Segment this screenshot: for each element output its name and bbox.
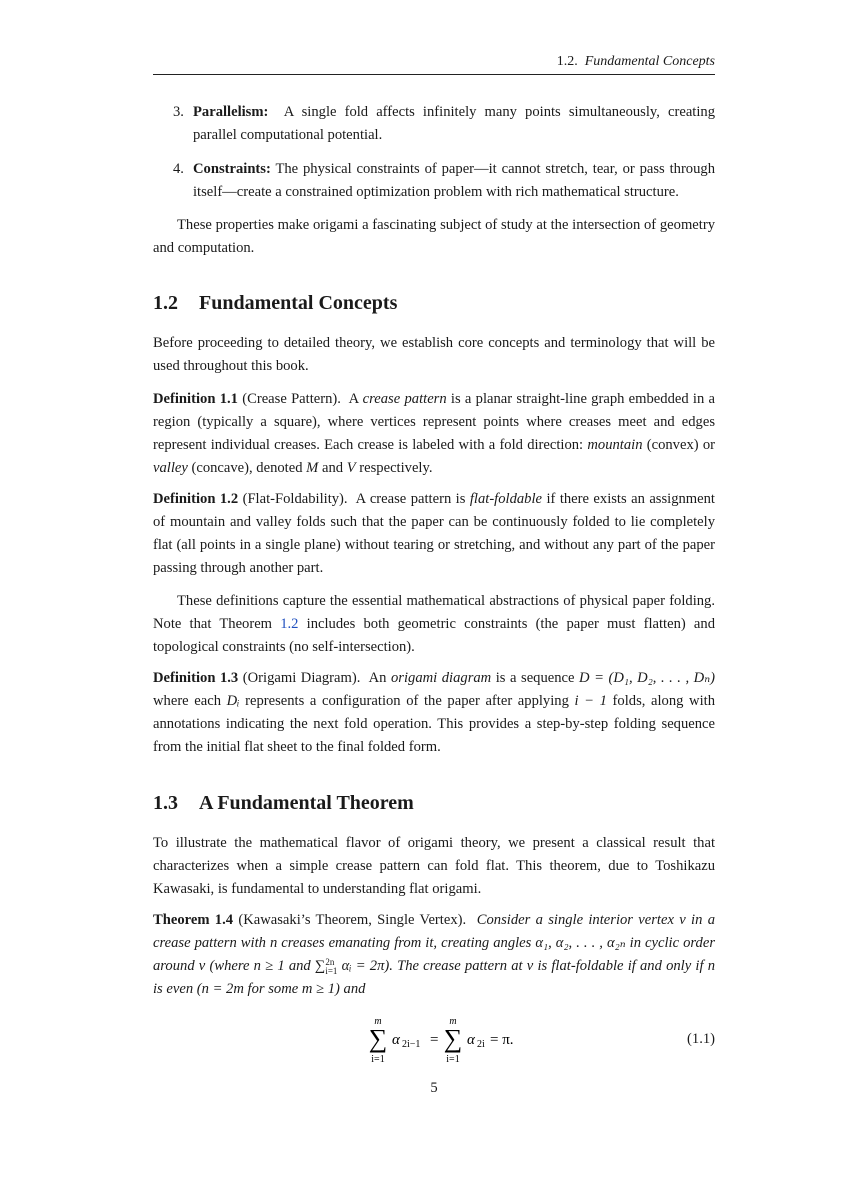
running-head — [153, 54, 715, 75]
definition-name: (Crease Pattern). — [242, 391, 341, 407]
definition-text: (convex) or — [642, 437, 715, 453]
sum-lower-limit: i=1 — [371, 1054, 385, 1065]
section-title: Fundamental Concepts — [199, 292, 398, 314]
definition-label: Definition 1.2 — [153, 491, 239, 507]
theorem-text: αᵢ = 2π). The crease pattern at v is flat-foldable if and only if n is even (n = 2m for some m ≥ 1) and — [153, 958, 715, 997]
section-title: A Fundamental Theorem — [199, 792, 414, 814]
list-item-number: 4. — [173, 161, 184, 177]
theorem-ref-link[interactable]: 1.2 — [280, 616, 299, 632]
equals-sign: = — [430, 1032, 439, 1048]
alpha-subscript: 2i−1 — [402, 1039, 421, 1050]
equation-display — [358, 1012, 518, 1072]
list-item — [173, 101, 715, 147]
alpha-subscript: 2i — [477, 1039, 485, 1050]
definition-label: Definition 1.3 — [153, 670, 239, 686]
alpha-symbol: α — [467, 1032, 475, 1048]
definition-name: (Origami Diagram). — [242, 670, 361, 686]
page-number: 5 — [430, 1080, 438, 1096]
definition-term: flat-foldable — [469, 491, 543, 507]
theorem-label: Theorem 1.4 — [153, 912, 234, 928]
definition-text: and — [318, 460, 347, 476]
sum-upper-limit: m — [374, 1016, 382, 1027]
paragraph-text: includes both geometric constraints (the paper must flatten) and topological constraints (no self-intersection). — [153, 616, 715, 655]
list-item-text: A single fold affects infinitely many points simultaneously, creating parallel computational potential. — [193, 104, 715, 143]
definition-text: An — [368, 670, 391, 686]
definition-name: (Flat-Foldability). — [242, 491, 348, 507]
equation-number: (1.1) — [687, 1031, 715, 1047]
paragraph-intro-1-2: Before proceeding to detailed theory, we establish core concepts and terminology that will be used throughout this book. — [153, 335, 715, 374]
equation-1-1 — [153, 1012, 715, 1072]
math-expression: i − 1 — [574, 693, 607, 709]
inline-sum — [315, 958, 337, 974]
definition-text: is a sequence — [491, 670, 580, 686]
definition-text: where each — [153, 693, 227, 709]
definition-text: respectively. — [355, 460, 433, 476]
definition-term: crease pattern — [362, 391, 447, 407]
sum-upper-limit: 2n — [325, 956, 335, 967]
definition-1-3 — [153, 667, 715, 759]
definition-text: A — [348, 391, 363, 407]
definition-text: if there exists an assignment of mountain and valley folds such that the paper can be continuously folded to lie completely flat (all points in a single plane) without tearing or stretching, and without any part of the paper passing through another part. — [153, 491, 715, 576]
math-symbol: Dᵢ — [226, 693, 240, 709]
definition-label: Definition 1.1 — [153, 391, 238, 407]
section-number: 1.3 — [153, 792, 178, 814]
list-item-term: Constraints: — [193, 161, 271, 177]
running-head-number: 1.2. — [556, 54, 578, 69]
list-item — [173, 158, 715, 204]
list-item-text: The physical constraints of paper—it cannot stretch, tear, or pass through itself—create a constrained optimization problem with rich mathematical structure. — [193, 161, 715, 200]
sum-upper-limit: m — [449, 1016, 457, 1027]
definition-text: is a planar straight-line graph embedded in a region (typically a square), where vertices represent points where creases meet and edges represent individual creases. Each crease is labeled with a fold direction: — [153, 391, 716, 453]
math-symbol: V — [346, 460, 356, 476]
definition-1-1 — [153, 388, 715, 480]
equation-tail: = π. — [490, 1032, 514, 1048]
paragraph-text: These definitions capture the essential mathematical abstractions of physical paper folding. Note that Theorem — [153, 593, 715, 632]
definition-term: origami diagram — [391, 670, 492, 686]
definition-term: mountain — [587, 437, 643, 453]
section-number: 1.2 — [153, 292, 178, 314]
paragraph-definitions — [153, 590, 715, 659]
math-sequence: D = (D₁, D₂, . . . , Dₙ) — [579, 670, 715, 686]
alpha-symbol: α — [392, 1032, 400, 1048]
definition-text: A crease pattern is — [355, 491, 470, 507]
sum-lower-limit: i=1 — [325, 965, 338, 976]
list-item-term: Parallelism: — [193, 104, 269, 120]
math-symbol: M — [306, 460, 319, 476]
theorem-name: (Kawasaki’s Theorem, Single Vertex). — [238, 912, 467, 928]
definition-term: valley — [153, 460, 188, 476]
definition-text: represents a configuration of the paper after applying — [239, 693, 575, 709]
running-head-title: Fundamental Concepts — [584, 54, 715, 69]
definition-text: folds, along with annotations indicating the next fold operation. This provides a step-by-step folding sequence from the initial flat sheet to the final folded form. — [153, 693, 715, 755]
theorem-text: Consider a single interior vertex v in a crease pattern with n creases emanating from it, creating angles α₁, α₂, . . . , α₂ₙ in cyclic order around v (where n ≥ 1 and — [153, 912, 715, 974]
section-heading-1-3 — [153, 792, 414, 815]
list-item-number: 3. — [173, 104, 184, 120]
definition-1-2 — [153, 488, 715, 580]
sum-symbol: ∑ — [314, 958, 326, 974]
paragraph-properties: These properties make origami a fascinating subject of study at the intersection of geometry and computation. — [153, 217, 715, 256]
sum-lower-limit: i=1 — [446, 1054, 460, 1065]
section-heading-1-2 — [153, 292, 397, 315]
theorem-1-4 — [153, 909, 715, 1001]
definition-text: (concave), denoted — [187, 460, 307, 476]
sum-symbol: ∑ — [443, 1024, 463, 1053]
sum-symbol: ∑ — [368, 1024, 388, 1053]
paragraph-intro-1-3: To illustrate the mathematical flavor of origami theory, we present a classical result that characterizes when a simple crease pattern can fold flat. This theorem, due to Toshikazu Kawasaki, is fundamental to understanding flat origami. — [153, 835, 715, 897]
